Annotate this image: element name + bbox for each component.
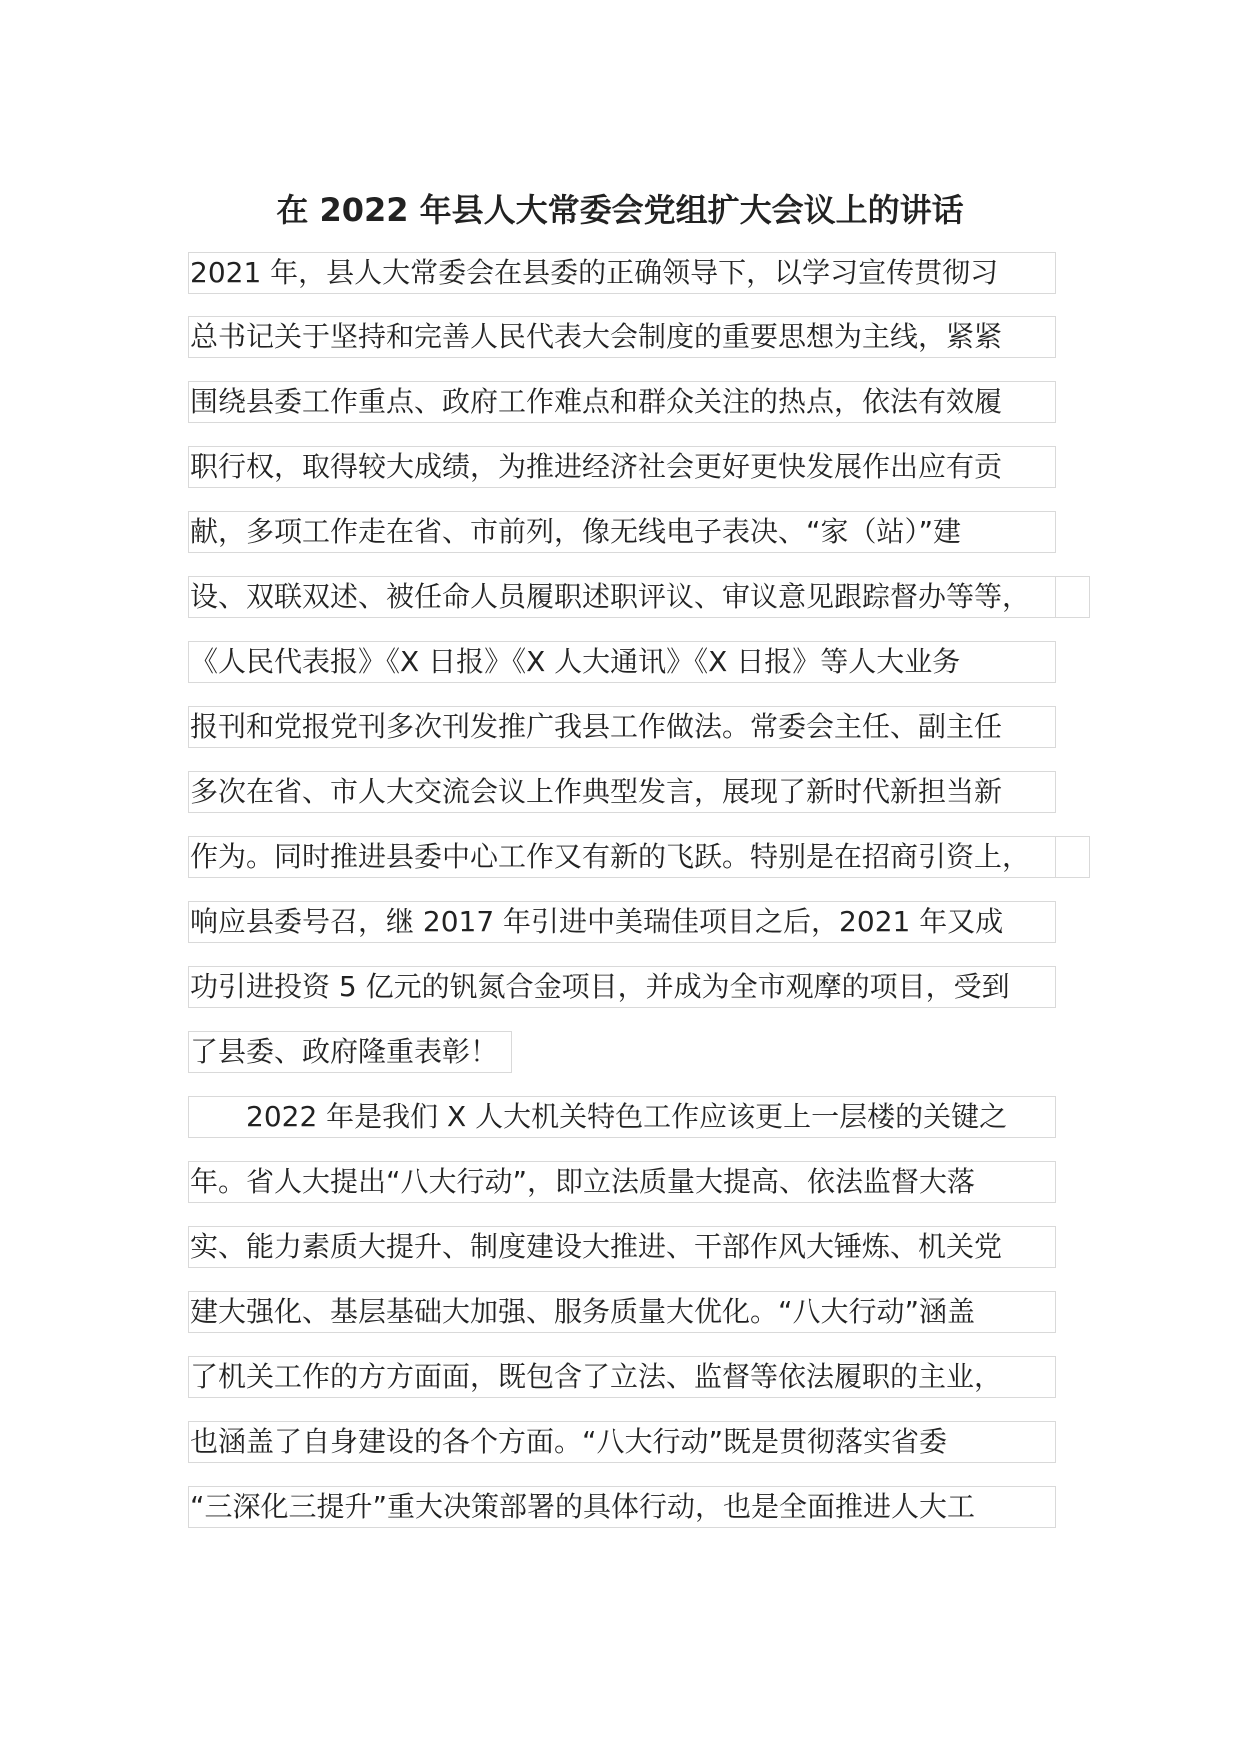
- text-line: 围绕县委工作重点、政府工作难点和群众关注的热点，依法有效履: [188, 381, 1056, 423]
- text-line: 多次在省、市人大交流会议上作典型发言，展现了新时代新担当新: [188, 771, 1056, 813]
- text-line: 功引进投资 5 亿元的钒氮合金项目，并成为全市观摩的项目，受到: [188, 966, 1056, 1008]
- line-overflow-box: [1056, 836, 1090, 878]
- document-title: 在 2022 年县人大常委会党组扩大会议上的讲话: [276, 191, 964, 229]
- text-line: 职行权，取得较大成绩，为推进经济社会更好更快发展作出应有贡: [188, 446, 1056, 488]
- text-line: “三深化三提升”重大决策部署的具体行动，也是全面推进人大工: [188, 1486, 1056, 1528]
- text-line: 献，多项工作走在省、市前列，像无线电子表决、“家（站）”建: [188, 511, 1056, 553]
- text-line: 作为。同时推进县委中心工作又有新的飞跃。特别是在招商引资上，: [188, 836, 1056, 878]
- text-line: 设、双联双述、被任命人员履职述职评议、审议意见跟踪督办等等，: [188, 576, 1056, 618]
- line-overflow-box: [1056, 576, 1090, 618]
- text-line: 2021 年，县人大常委会在县委的正确领导下，以学习宣传贯彻习: [188, 252, 1056, 294]
- text-line: 年。省人大提出“八大行动”，即立法质量大提高、依法监督大落: [188, 1161, 1056, 1203]
- text-line: 响应县委号召，继 2017 年引进中美瑞佳项目之后，2021 年又成: [188, 901, 1056, 943]
- text-line: 也涵盖了自身建设的各个方面。“八大行动”既是贯彻落实省委: [188, 1421, 1056, 1463]
- text-line: 2022 年是我们 X 人大机关特色工作应该更上一层楼的关键之: [188, 1096, 1056, 1138]
- text-line: 了县委、政府隆重表彰！: [188, 1031, 512, 1073]
- text-line: 《人民代表报》《X 日报》《X 人大通讯》《X 日报》等人大业务: [188, 641, 1056, 683]
- text-line: 报刊和党报党刊多次刊发推广我县工作做法。常委会主任、副主任: [188, 706, 1056, 748]
- text-line: 建大强化、基层基础大加强、服务质量大优化。“八大行动”涵盖: [188, 1291, 1056, 1333]
- text-line: 总书记关于坚持和完善人民代表大会制度的重要思想为主线，紧紧: [188, 316, 1056, 358]
- text-line: 实、能力素质大提升、制度建设大推进、干部作风大锤炼、机关党: [188, 1226, 1056, 1268]
- text-line: 了机关工作的方方面面，既包含了立法、监督等依法履职的主业，: [188, 1356, 1056, 1398]
